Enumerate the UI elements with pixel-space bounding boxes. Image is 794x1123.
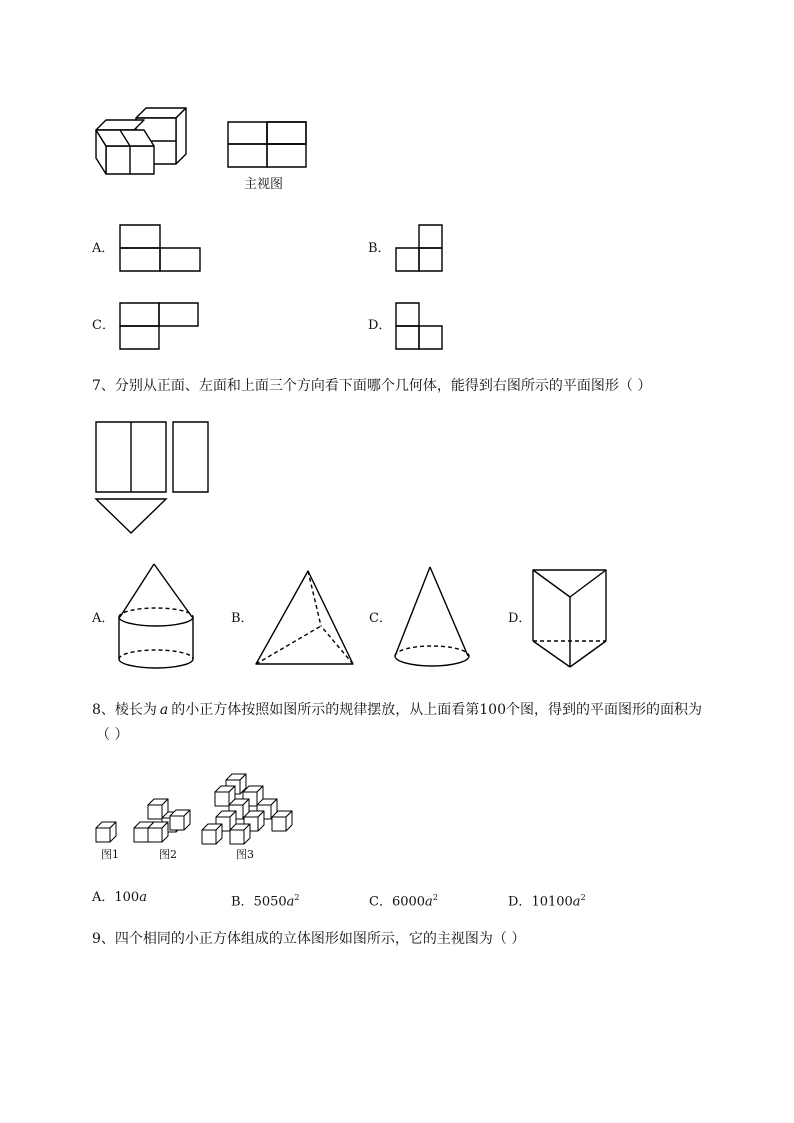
q7-option-d-figure	[532, 569, 608, 669]
q8-option-b-var: a	[286, 894, 295, 910]
q8-text-line2: （ ）	[96, 727, 129, 743]
cube-solid-figure	[94, 106, 190, 176]
q8-var: a	[159, 702, 169, 718]
q8-option-d-exp: 2	[580, 893, 586, 902]
q8-option-b	[231, 889, 300, 911]
q8-fig3-cube	[202, 824, 222, 844]
q8-figure-label-3: 图3	[236, 848, 254, 861]
q8-option-c-coef: 6000	[391, 894, 426, 910]
q9-text: 9、四个相同的小正方体组成的立体图形如图所示，它的主视图为（ ）	[92, 931, 526, 947]
prev-option-a-label: A．	[92, 241, 115, 256]
q7-option-c-label: C．	[369, 611, 392, 626]
prev-option-d-label: D．	[368, 318, 392, 333]
q8-option-c-var: a	[425, 894, 433, 910]
prev-option-c-label: C．	[92, 318, 115, 333]
q8-fig2-cube	[148, 822, 168, 842]
q8-option-d-label: D．	[508, 894, 532, 910]
q7-text: 7、分别从正面、左面和上面三个方向看下面哪个几何体，能得到右图所示的平面图形（ ）	[92, 378, 652, 394]
q7-option-a-figure	[117, 563, 195, 671]
q8-fig1-cube	[96, 822, 116, 842]
q8-option-a-var: a	[139, 890, 147, 905]
q8-cubes-figure	[92, 770, 302, 850]
q8-option-d-coef: 10100	[531, 894, 573, 910]
prev-option-c-figure	[119, 302, 199, 350]
q8-option-c	[369, 889, 438, 911]
prev-option-b-label: B．	[368, 241, 391, 256]
q8-option-b-label: B．	[231, 894, 254, 910]
q8-fig2-cube	[170, 810, 190, 830]
q8-figure-label-2: 图2	[159, 848, 177, 861]
q7-option-b-label: B．	[231, 611, 254, 626]
q8-option-c-exp: 2	[432, 893, 438, 902]
q8-option-a	[92, 889, 147, 907]
q8-text-after: 的小正方体按照如图所示的规律摆放，从上面看第100个图，得到的平面图形的面积为	[171, 702, 703, 718]
front-view-figure	[227, 121, 307, 168]
q8-text-before: 8、棱长为	[92, 702, 157, 718]
q8-option-c-label: C．	[369, 894, 392, 910]
front-view-caption: 主视图	[244, 177, 284, 192]
q8-option-a-coef: 100	[114, 890, 140, 905]
q8-figure-label-1: 图1	[101, 848, 119, 861]
q7-option-b-figure	[255, 570, 355, 666]
q7-option-a-label: A．	[92, 611, 115, 626]
prev-option-d-figure	[395, 302, 443, 350]
q8-text	[92, 701, 702, 719]
q8-option-d	[508, 889, 586, 911]
q8-option-a-label: A．	[92, 890, 115, 905]
q7-option-c-figure	[393, 566, 471, 670]
prev-option-b-figure	[395, 224, 443, 272]
q7-option-d-label: D．	[508, 611, 532, 626]
prev-option-a-figure	[119, 224, 201, 272]
q8-fig3-cube	[272, 811, 292, 831]
q8-option-d-var: a	[572, 894, 581, 910]
q8-option-b-coef: 5050	[253, 894, 287, 910]
q7-three-views-figure	[95, 421, 210, 536]
q8-fig3-cube	[230, 824, 250, 844]
q8-option-b-exp: 2	[294, 893, 300, 902]
